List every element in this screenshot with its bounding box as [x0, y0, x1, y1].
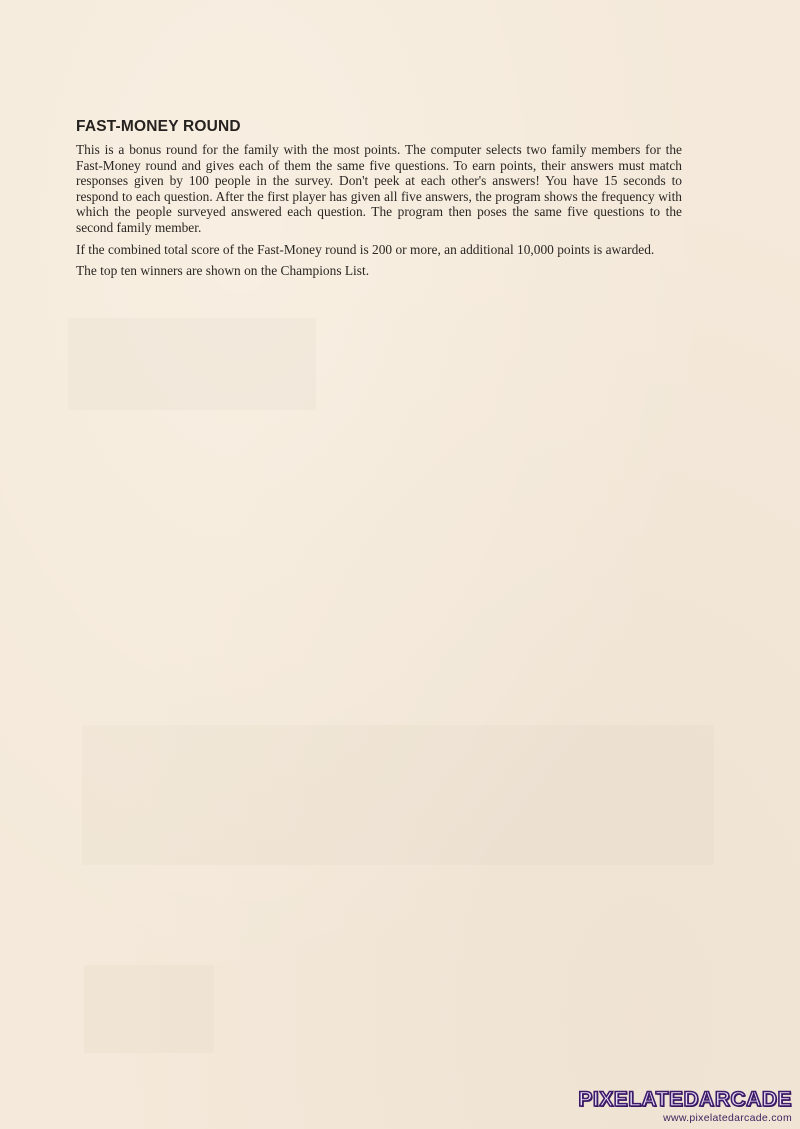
bleed-through-block: [68, 318, 316, 410]
watermark-url: www.pixelatedarcade.com: [663, 1112, 792, 1124]
paragraph-champions: The top ten winners are shown on the Champions List.: [76, 263, 370, 279]
watermark-logo: PIXELATEDARCADE: [578, 1088, 792, 1111]
paragraph-rules: This is a bonus round for the family with the most points. The computer selects two family members for the Fast-Money round and gives each of them the same five questions. To earn points, their answers must match responses given by 100 people in the survey. Don't peek at each other's answers! You have 15 seconds to respond to each question. After the first player has given all five answers, the program shows the frequency with which the people surveyed answered each question. The program then poses the same five questions to the second family member.: [76, 142, 682, 235]
section-heading: FAST-MONEY ROUND: [76, 118, 241, 135]
bleed-through-block: [82, 725, 714, 865]
paragraph-bonus: If the combined total score of the Fast-Money round is 200 or more, an additional 10,000 points is awarded.: [76, 241, 655, 257]
bleed-through-block: [84, 965, 214, 1053]
document-section: [76, 118, 682, 285]
watermark: [578, 1089, 792, 1124]
